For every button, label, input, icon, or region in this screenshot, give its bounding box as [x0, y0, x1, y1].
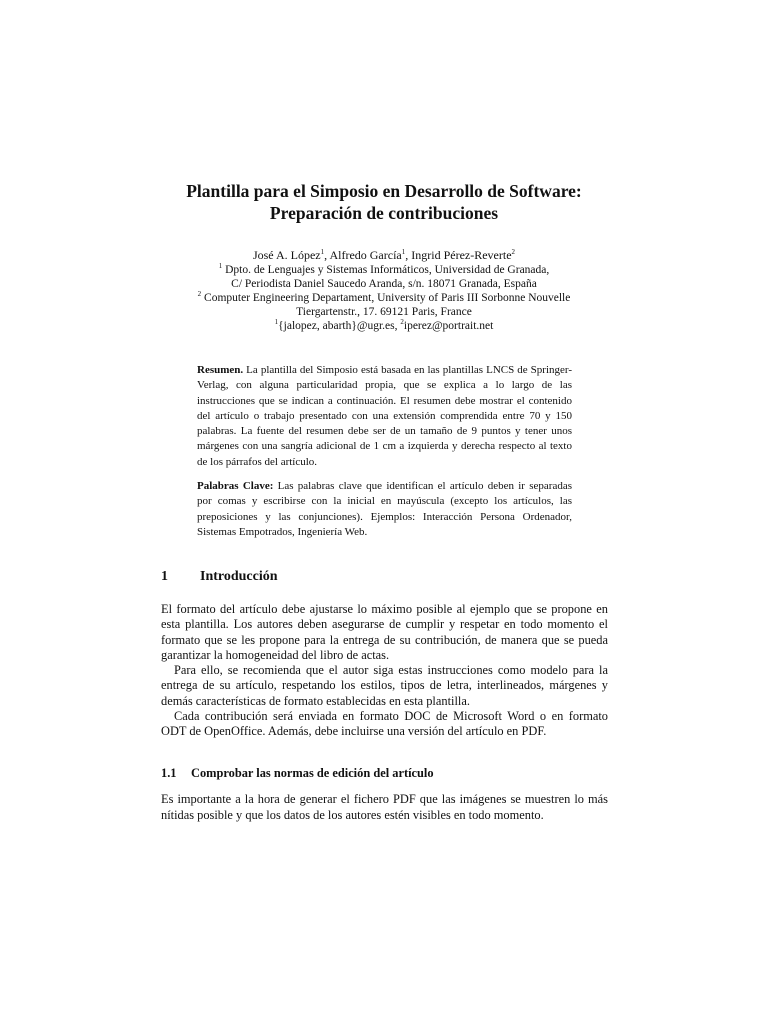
affiliation-1-text: Dpto. de Lenguajes y Sistemas Informáticos, Universidad de Granada, — [222, 264, 550, 276]
section-title: Introducción — [200, 569, 278, 584]
keywords-text: Las palabras clave que identifican el artículo deben ir separadas por comas y escribirse con la inicial en mayúscula (excepto los artículos, las preposiciones y las conjunciones). Ejemplos: Interacción Persona Ordenador, Sistemas Empotrados, Ingeniería Web. — [197, 480, 572, 538]
paragraph-2: Para ello, se recomienda que el autor siga estas instrucciones como modelo para la entrega de su artículo, respetando los estilos, tipos de letra, interlineados, márgenes y demás características de formato establecidas en esta plantilla. — [161, 663, 608, 708]
affiliation-1-line-2: C/ Periodista Daniel Saucedo Aranda, s/n. 18071 Granada, España — [231, 278, 537, 290]
abstract-label: Resumen. — [197, 364, 244, 376]
author-3-sup: 2 — [511, 248, 516, 256]
paragraph-3: Cada contribución será enviada en formato DOC de Microsoft Word o en formato ODT de OpenOffice. Además, debe incluirse una versión del artículo en PDF. — [161, 709, 608, 739]
subsection-body — [161, 792, 608, 823]
abstract — [197, 363, 572, 540]
subsection-number: 1.1 — [161, 766, 177, 780]
title-line-1: Plantilla para el Simposio en Desarrollo de Software: — [186, 181, 582, 201]
author-block — [100, 248, 668, 333]
email-1: {jalopez, abarth}@ugr.es, — [278, 320, 401, 332]
affiliation-2-line-1 — [100, 291, 668, 305]
affiliation-2-sup: 2 — [197, 290, 202, 299]
subsection-paragraph-1: Es importante a la hora de generar el fichero PDF que las imágenes se muestren lo más nítidas posible y que los datos de los autores estén visibles en todo momento. — [161, 792, 608, 822]
abstract-text: La plantilla del Simposio está basada en las plantillas LNCS de Springer-Verlag, con alguna particularidad propia, que se explica a lo largo de las instrucciones que se indican a continuación. El resumen debe mostrar el contenido del artículo o trabajo presentado con una extensión comprendida entre 70 y 150 palabras. La fuente del resumen debe ser de un tamaño de 9 puntos y tener unos márgenes con una sangría adicional de 1 cm a izquierda y derecha respecto al texto de los párrafos del artículo. — [197, 364, 572, 468]
email-2: iperez@portrait.net — [403, 320, 494, 332]
section-number: 1 — [161, 569, 168, 584]
subsection-heading — [161, 766, 434, 781]
subsection-title: Comprobar las normas de edición del artículo — [191, 766, 434, 780]
abstract-paragraph — [197, 363, 572, 470]
author-2: , Alfredo García — [324, 248, 402, 262]
author-emails — [100, 319, 668, 333]
title-line-2: Preparación de contribuciones — [269, 203, 499, 223]
keywords-label: Palabras Clave: — [197, 480, 274, 493]
author-1-sup: 1 — [320, 248, 325, 256]
affiliation-1-sup: 1 — [218, 262, 223, 271]
section-heading — [161, 569, 278, 585]
paragraph-1: El formato del artículo debe ajustarse lo máximo posible al ejemplo que se propone en esta plantilla. Los autores deben asegurarse de cumplir y respetar en todo momento el formato que se les propone para la entrega de su contribución, de manera que se pueda garantizar la homogeneidad del libro de actas. — [161, 602, 608, 662]
author-2-sup: 1 — [401, 248, 406, 256]
affiliation-2-line-2: Tiergartenstr., 17. 69121 Paris, France — [296, 306, 472, 318]
email-1-sup: 1 — [274, 318, 279, 327]
author-3: , Ingrid Pérez-Reverte — [405, 248, 512, 262]
keywords-paragraph — [197, 479, 572, 540]
email-2-sup: 2 — [400, 318, 404, 327]
author-names — [100, 248, 668, 262]
section-body — [161, 602, 608, 740]
affiliation-2-text: Computer Engineering Departament, University of Paris III Sorbonne Nouvelle — [201, 292, 571, 304]
paper-title — [100, 180, 668, 224]
affiliation-1-line-1 — [100, 263, 668, 277]
author-1: José A. López — [252, 248, 321, 262]
